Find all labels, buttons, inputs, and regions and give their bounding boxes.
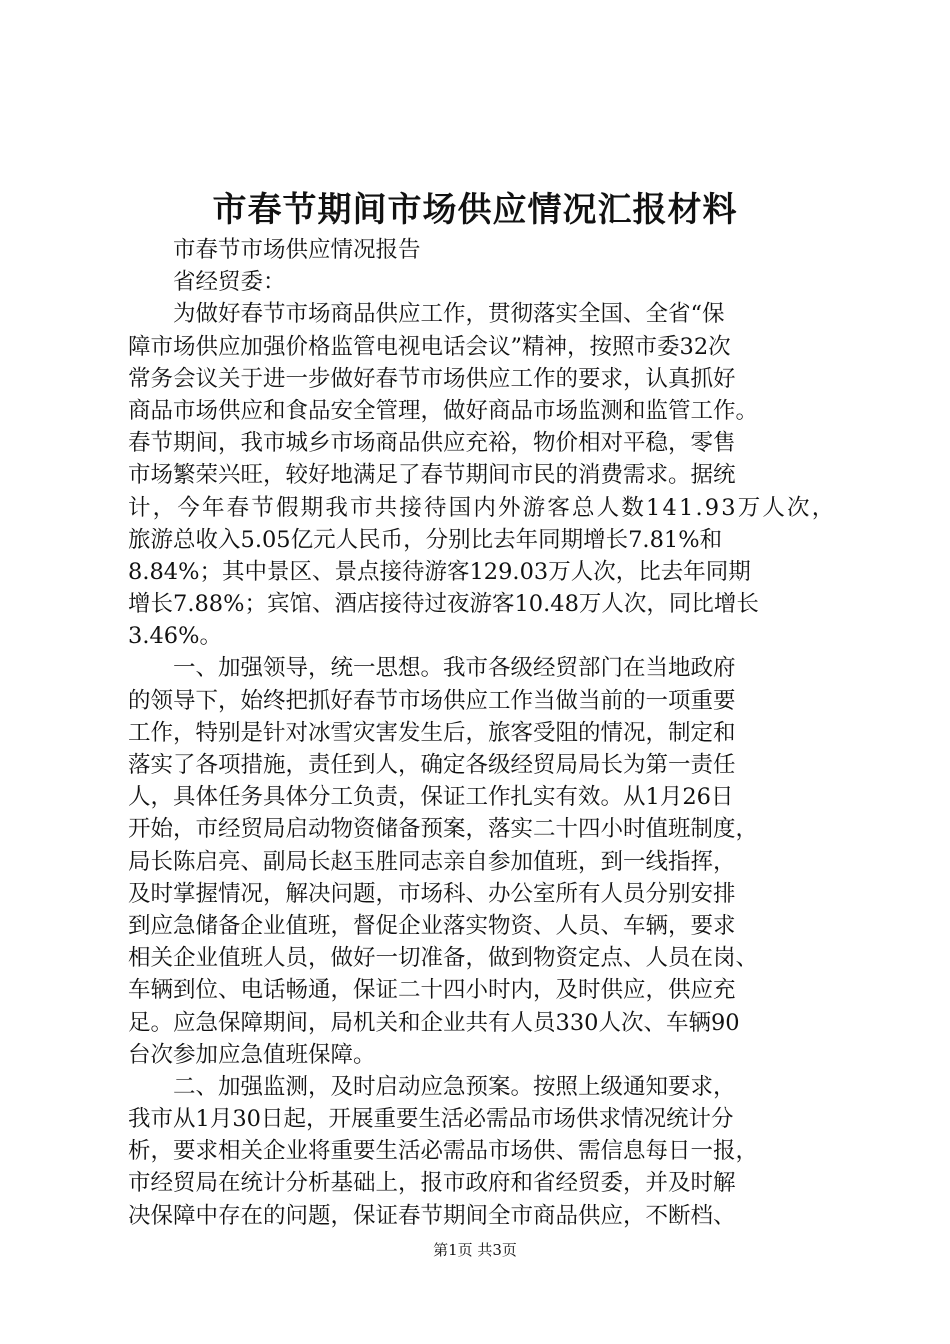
body-line: 到应急储备企业值班，督促企业落实物资、人员、车辆，要求 [128,912,736,939]
body-line: 足。应急保障期间，局机关和企业共有人员330人次、车辆90 [128,1009,740,1036]
body-line: 计，今年春节假期我市共接待国内外游客总人数141.93万人次， [128,494,837,521]
body-line: 增长7.88%；宾馆、酒店接待过夜游客10.48万人次，同比增长 [128,591,759,618]
body-line: 的领导下，始终把抓好春节市场供应工作当做当前的一项重要 [128,687,736,714]
body-line: 市经贸局在统计分析基础上，报市政府和省经贸委，并及时解 [128,1170,736,1197]
body-line: 局长陈启亮、副局长赵玉胜同志亲自参加值班，到一线指挥， [128,848,736,875]
body-line: 春节期间，我市城乡市场商品供应充裕，物价相对平稳，零售 [128,430,736,457]
body-line: 8.84%；其中景区、景点接待游客129.03万人次，比去年同期 [128,558,751,585]
body-line: 3.46%。 [128,623,222,650]
body-line: 障市场供应加强价格监管电视电话会议”精神，按照市委32次 [128,333,731,360]
body-line: 台次参加应急值班保障。 [128,1041,376,1068]
body-line: 工作，特别是针对冰雪灾害发生后，旅客受阻的情况，制定和 [128,719,736,746]
body-line: 市场繁荣兴旺，较好地满足了春节期间市民的消费需求。据统 [128,462,736,489]
body-line: 商品市场供应和食品安全管理，做好商品市场监测和监管工作。 [128,397,759,424]
body-line: 相关企业值班人员，做好一切准备，做到物资定点、人员在岗、 [128,945,759,972]
document-title: 市春节期间市场供应情况汇报材料 [212,190,738,230]
document-body [128,234,837,1232]
body-line: 市春节市场供应情况报告 [128,237,421,263]
body-line: 决保障中存在的问题，保证春节期间全市商品供应，不断档、 [128,1202,736,1229]
body-line: 我市从1月30日起，开展重要生活必需品市场供求情况统计分 [128,1106,734,1133]
body-line: 二、加强监测，及时启动应急预案。按照上级通知要求， [128,1073,736,1100]
body-line: 常务会议关于进一步做好春节市场供应工作的要求，认真抓好 [128,365,736,392]
body-line: 及时掌握情况，解决问题，市场科、办公室所有人员分别安排 [128,880,736,907]
body-line: 落实了各项措施，责任到人，确定各级经贸局局长为第一责任 [128,752,736,778]
body-line: 析，要求相关企业将重要生活必需品市场供、需信息每日一报， [128,1138,759,1165]
body-line: 省经贸委： [128,269,286,296]
page-footer: 第1页 共3页 [433,1241,517,1259]
body-line: 为做好春节市场商品供应工作，贯彻落实全国、全省“保 [128,301,725,328]
body-line: 车辆到位、电话畅通，保证二十四小时内，及时供应，供应充 [128,977,736,1004]
body-line: 人，具体任务具体分工负责，保证工作扎实有效。从1月26日 [128,784,734,811]
body-line: 一、加强领导，统一思想。我市各级经贸部门在当地政府 [128,655,736,682]
body-line: 旅游总收入5.05亿元人民币，分别比去年同期增长7.81%和 [128,526,723,553]
body-line: 开始，市经贸局启动物资储备预案，落实二十四小时值班制度， [128,816,759,843]
